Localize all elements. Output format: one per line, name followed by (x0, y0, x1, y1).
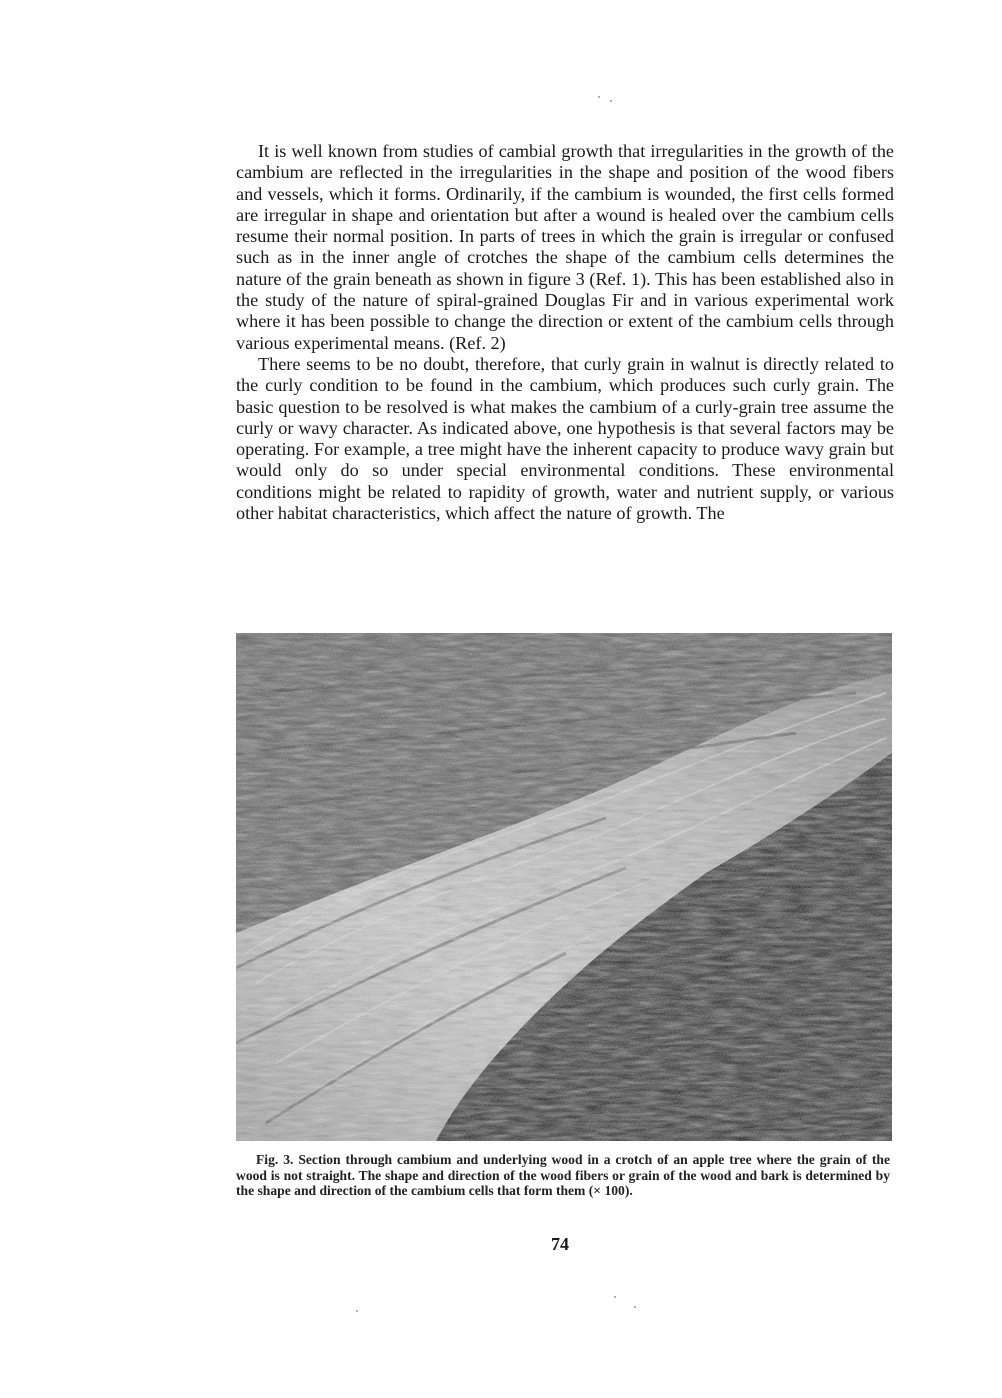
scan-speck (610, 100, 612, 102)
scan-speck (598, 96, 600, 98)
page-number: 74 (551, 1234, 569, 1254)
paragraph-1: It is well known from studies of cambial growth that irregularities in the growth of the cambium are reflected in the irregularities in the shape and position of the wood fibers and vessels, which it forms. Ordinarily, if the cambium is wounded, the first cells formed are irregular in shape and orientation but after a wound is healed over the cambium cells resume their normal position. In parts of trees in which the grain is irregular or confused such as in the inner angle of crotches the shape of the cambium cells determines the nature of the grain beneath as shown in figure 3 (Ref. 1). This has been established also in the study of the nature of spiral-grained Douglas Fir and in various experimental work where it has been possible to change the direction or extent of the cambium cells through various experimental means. (Ref. 2) (236, 141, 894, 353)
scan-speck (356, 1310, 358, 1312)
scan-speck (614, 1296, 616, 1298)
figure-caption: Fig. 3. Section through cambium and underlying wood in a crotch of an apple tree where the grain of the wood is not straight. The shape and direction of the wood fibers or grain of the wood and bark is determined by the shape and direction of the cambium cells that form them (× 100). (236, 1152, 890, 1199)
figure-micrograph (236, 633, 892, 1141)
scan-speck (634, 1306, 636, 1308)
body-text (236, 141, 894, 524)
paragraph-2: There seems to be no doubt, therefore, that curly grain in walnut is directly related to the curly condition to be found in the cambium, which produces such curly grain. The basic question to be resolved is what makes the cambium of a curly-grain tree assume the curly or wavy character. As indicated above, one hypothesis is that several factors may be operating. For example, a tree might have the inherent capacity to produce wavy grain but would only do so under special environmental conditions. These environmental conditions might be related to rapidity of growth, water and nutrient supply, or various other habitat characteristics, which affect the nature of growth. The (236, 353, 894, 524)
micrograph-image (236, 633, 892, 1141)
